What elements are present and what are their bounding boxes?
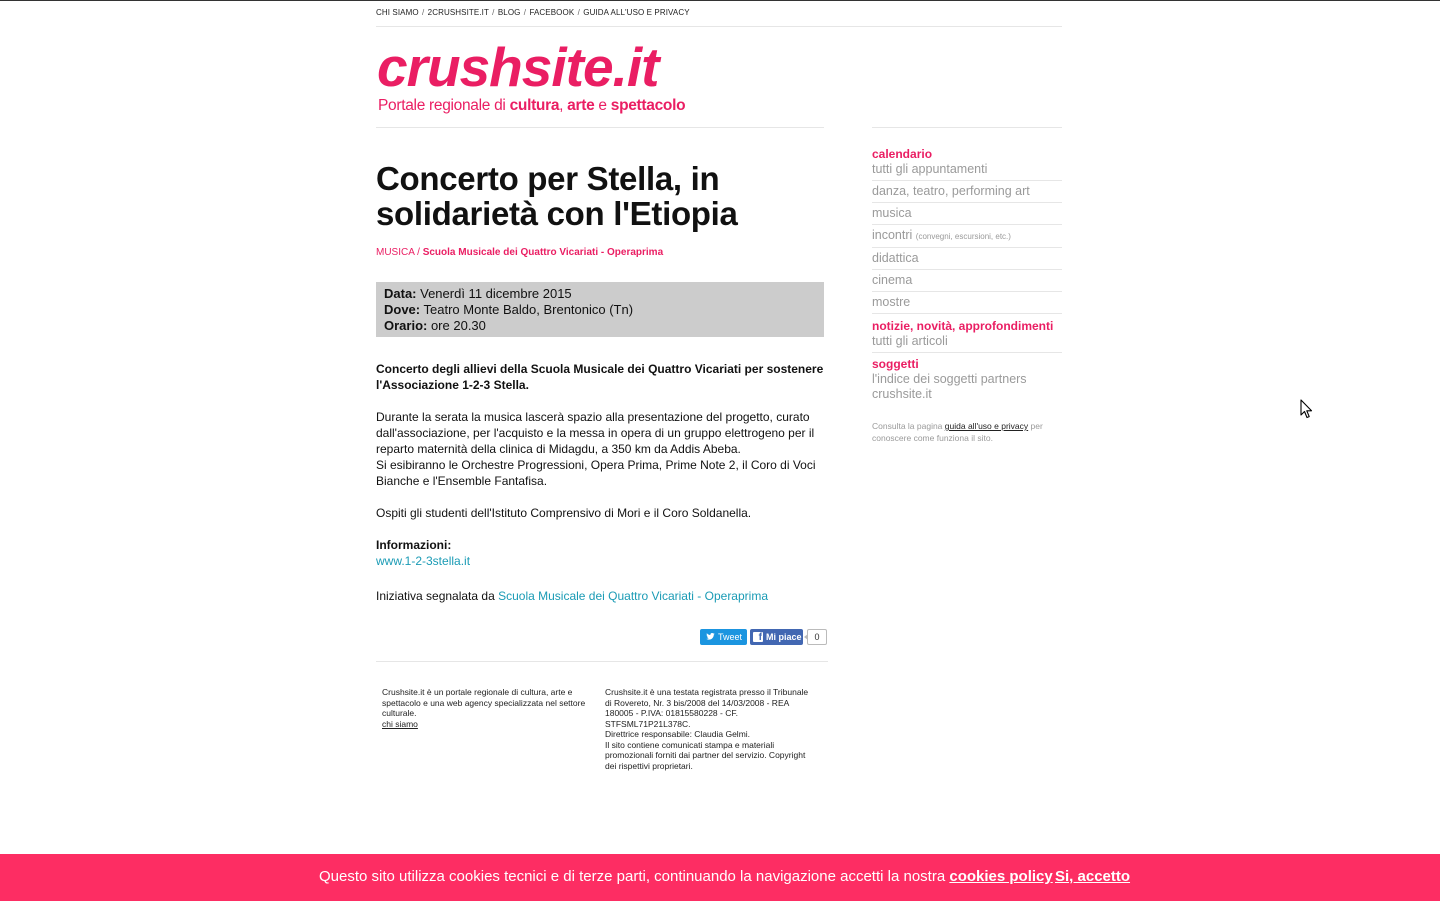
sidebar-item-all-articles[interactable]: tutti gli articoli (872, 333, 1062, 353)
event-info-box (376, 282, 824, 337)
sidebar-calendar-head[interactable]: calendario (872, 147, 933, 161)
article-paragraph: Durante la serata la musica lascerà spazio alla presentazione del progetto, curato dall'associazione, per l'acquisto e la messa in opera di un gruppo elettrogeno per il reparto maternità della clinica di Midagdu, a 350 km da Addis Abeba. Si esibiranno le Orchestre Progressioni, Opera Prima, Prime Note 2, il Coro di Voci Bianche e l'Ensemble Fantafisa. (376, 410, 816, 488)
tweet-label: Tweet (718, 632, 743, 642)
sidebar-news-head[interactable]: notizie, novità, approfondimenti (872, 319, 1054, 333)
footer-legal: Crushsite.it è una testata registrata presso il Tribunale di Rovereto, Nr. 3 bis/2008 del 14/03/2008 - REA 180005 - P.IVA: 01815580228 - CF. STFSML71P21L378C. Direttrice responsabile: Claudia Gelmi. Il sito contiene comunicati stampa e materiali promozionali forniti dai partner del servizio. Copyright dei rispettivi proprietari. (605, 687, 809, 771)
like-label: Mi piace (766, 632, 802, 642)
sidebar-subjects-head[interactable]: soggetti (872, 357, 919, 371)
sidebar-item-didactics[interactable]: didattica (872, 248, 1062, 270)
facebook-like-button[interactable] (750, 629, 803, 645)
nav-separator: / (577, 8, 580, 17)
article-title: Concerto per Stella, in solidarietà con l'Etiopia (376, 160, 738, 232)
tweet-button[interactable] (700, 629, 747, 645)
signaled-by: Iniziativa segnalata da Scuola Musicale dei Quattro Vicariati - Operaprima (376, 589, 768, 603)
nav-separator: / (422, 8, 425, 17)
logo-tagline: Portale regionale di cultura, arte e spettacolo (378, 97, 686, 114)
nav-guida-privacy[interactable]: GUIDA ALL'USO E PRIVACY (583, 8, 690, 17)
sidebar (872, 147, 1062, 444)
twitter-bird-icon (706, 632, 715, 641)
header-divider (376, 127, 824, 128)
info-section (376, 537, 826, 569)
sidebar-item-music[interactable]: musica (872, 203, 1062, 225)
nav-facebook[interactable]: FACEBOOK (529, 8, 575, 17)
article-lead: Concerto degli allievi della Scuola Musicale dei Quattro Vicariati per sostenere l'Associazione 1-2-3 Stella. (376, 362, 824, 392)
article-meta (376, 247, 663, 258)
sidebar-divider (872, 127, 1062, 128)
top-nav (376, 8, 690, 17)
cookie-accept-button[interactable]: Si, accetto (1055, 868, 1131, 885)
meta-separator: / (414, 247, 423, 258)
event-time: Orario: ore 20.30 (384, 318, 486, 333)
sidebar-item-all-events[interactable]: tutti gli appuntamenti (872, 161, 1062, 181)
footer-about: Crushsite.it è un portale regionale di cultura, arte e spettacolo e una web agency specializzata nel settore culturale. chi siamo (382, 687, 586, 729)
organizer-link[interactable]: Scuola Musicale dei Quattro Vicariati - Operaprima (422, 247, 664, 258)
event-location: Dove: Teatro Monte Baldo, Brentonico (Tn) (384, 302, 634, 317)
nav-separator: / (492, 8, 495, 17)
footer-divider (376, 661, 828, 662)
category-link[interactable]: MUSICA (376, 247, 415, 258)
facebook-icon: f (753, 632, 763, 642)
article-body (376, 361, 826, 585)
sidebar-item-exhibitions[interactable]: mostre (872, 292, 1062, 314)
top-divider (376, 26, 1062, 27)
sidebar-item-cinema[interactable]: cinema (872, 270, 1062, 292)
cookie-message: Questo sito utilizza cookies tecnici e di terze parti, continuando la navigazione accetti la nostra cookies policy (319, 868, 1053, 885)
event-date: Data: Venerdì 11 dicembre 2015 (384, 286, 572, 301)
signaled-by-link[interactable]: Scuola Musicale dei Quattro Vicariati - Operaprima (498, 589, 768, 603)
site-logo[interactable] (376, 37, 716, 119)
sidebar-guide-note: Consulta la pagina guida all'uso e privacy per conoscere come funziona il sito. (872, 421, 1043, 443)
logo-wordmark: crushsite.it (377, 36, 659, 98)
info-heading: Informazioni: (376, 538, 452, 552)
info-website-link[interactable]: www.1-2-3stella.it (376, 554, 471, 568)
sidebar-item-meetings[interactable]: incontri (convegni, escursioni, etc.) (872, 225, 1062, 248)
nav-blog[interactable]: BLOG (497, 8, 521, 17)
sidebar-item-dance-theatre[interactable]: danza, teatro, performing art (872, 181, 1062, 203)
nav-2crushsite[interactable]: 2CRUSHSITE.IT (427, 8, 489, 17)
sidebar-item-subjects-index[interactable]: l'indice dei soggetti partners crushsite.it (872, 372, 1027, 401)
sidebar-guide-link[interactable]: guida all'uso e privacy (944, 421, 1029, 431)
footer-chi-siamo-link[interactable]: chi siamo (382, 718, 418, 729)
nav-separator: / (523, 8, 527, 17)
mouse-pointer-icon (1300, 399, 1314, 419)
nav-chi-siamo[interactable]: CHI SIAMO (376, 8, 419, 17)
cookie-banner (0, 854, 1440, 901)
cookie-policy-link[interactable]: cookies policy (949, 868, 1053, 885)
like-count: 0 (807, 629, 827, 645)
article-paragraph: Ospiti gli studenti dell'Istituto Comprensivo di Mori e il Coro Soldanella. (376, 506, 752, 520)
